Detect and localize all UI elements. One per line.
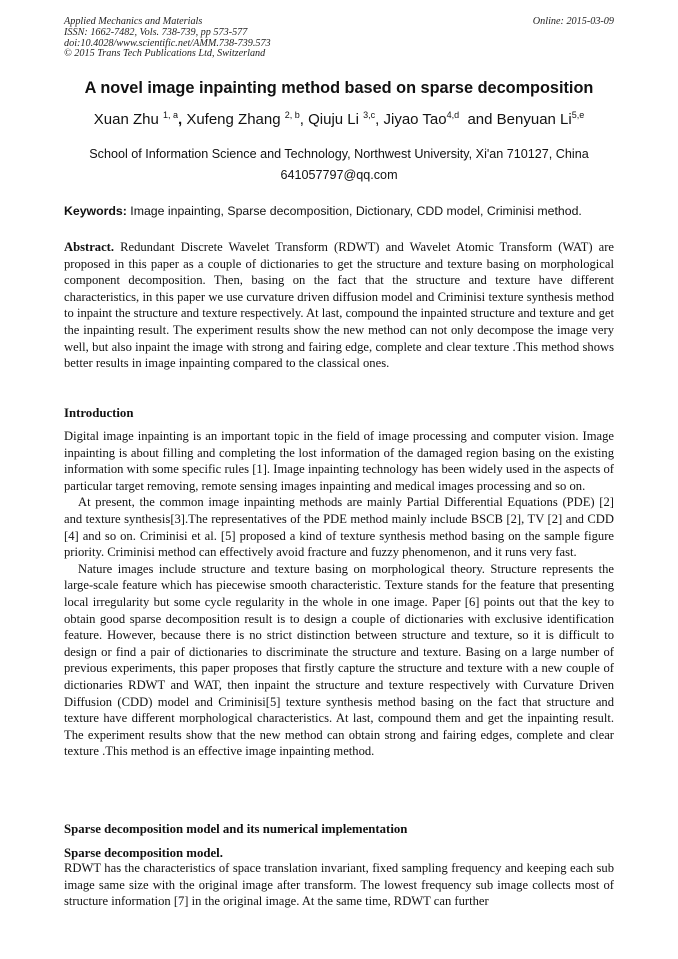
paragraph: At present, the common image inpainting methods are mainly Partial Differential Equations (PDE) [2] and texture synthesis[3].The representatives of the PDE method mainly include BSCB [2], TV [2] and CDD [4] and so on. Criminisi et al. [5] proposed a kind of texture synthesis method basing on the sample figure priority. Criminisi method can effectively avoid fracture and fuzzy phenomenon, and it runs very fast.	[64, 495, 614, 560]
keywords	[64, 204, 614, 218]
sparse-section-body	[64, 860, 614, 959]
author-name: Qiuju Li	[308, 111, 359, 128]
abstract-text: Redundant Discrete Wavelet Transform (RDWT) and Wavelet Atomic Transform (WAT) are proposed in this paper as a couple of dictionaries to get the structure and texture basing on morphological component decomposition. Then, basing on the fact that the structure and texture have different characteristics, in this paper we use curvature driven diffusion model and Criminisi texture synthesis method to inpaint the structure and texture respectively. At last, compound the inpainted structure and texture and get the inpainting result. The experiment results show the new method can not only decompose the image very well, but also inpaint the image with strong and fairing edge, complete and clear texture .This method shows better results in image inpainting compared to the classical ones.	[64, 240, 614, 371]
author-affiliation-mark: 3,c	[363, 110, 376, 120]
subsection-heading: Sparse decomposition model.	[64, 846, 223, 860]
running-header	[64, 17, 271, 60]
author-email: 641057797@qq.com	[280, 168, 398, 182]
author-list: Xuan Zhu $^{1, a}$, Xufeng Zhang $^{2, b}$, Qiuju Li $^{3,c}$, Jiyao Tao$^{4,d}$ and Benyuan Li$^{5,e}$	[93, 110, 585, 128]
author-affiliation-mark: 4,d	[446, 110, 460, 120]
author-affiliation-mark: 5,e	[571, 110, 585, 120]
online-date: Online: 2015-03-09	[532, 16, 614, 27]
abstract-label: Abstract.	[64, 240, 115, 254]
paper-title: A novel image inpainting method based on sparse decomposition	[84, 79, 594, 97]
abstract	[64, 239, 614, 372]
copyright-line: © 2015 Trans Tech Publications Ltd, Switzerland	[64, 48, 266, 60]
author-name: Xufeng Zhang	[186, 111, 281, 128]
affiliation: School of Information Science and Technology, Northwest University, Xi'an 710127, China	[89, 147, 589, 161]
section-heading-sparse-decomposition: Sparse decomposition model and its numerical implementation	[64, 822, 408, 836]
keywords-text: Image inpainting, Sparse decomposition, Dictionary, CDD model, Criminisi method.	[130, 204, 582, 218]
author-name: Jiyao Tao	[383, 111, 447, 128]
keywords-label: Keywords:	[64, 204, 127, 218]
author-affiliation-mark: 2, b	[284, 110, 300, 120]
author-name: Xuan Zhu	[93, 111, 159, 128]
journal-name: Applied Mechanics and Materials	[64, 16, 203, 27]
introduction-body	[64, 428, 614, 760]
doi-line: doi:10.4028/www.scientific.net/AMM.738-739.573	[64, 37, 271, 49]
paragraph: RDWT has the characteristics of space translation invariant, fixed sampling frequency and keeping each sub image same size with the original image after transform. The lowest frequency sub image collects most of structure information [7] in the original image. At the same time, RDWT can further	[64, 861, 614, 909]
paragraph: Nature images include structure and texture basing on morphological theory. Structure represents the large-scale feature which has piecewise smooth characteristic. Texture stands for the feature that presenting local irregularity but some cycle regularity in the whole in one image. Paper [6] points out that the key to obtain good sparse decomposition result is to design a couple of dictionaries with exclusive identification feature. However, because there is no strict distinction between structure and texture, so it is difficult to design or find a pair of dictionaries to discriminate the structure and texture. Basing on a large number of previous experiments, this paper proposes that firstly capture the structure and texture with a new couple of dictionaries RDWT and WAT, then inpaint the structure and texture respectively with Curvature Driven Diffusion (CDD) model and Criminisi[5] texture synthesis method basing on the fact that structure and texture have different morphological characteristics. At last, compound them and get the inpainting result. The experiment results show that the new method can obtain strong and fairing edges, complete and clear texture .This method is an effective image inpainting method.	[64, 561, 614, 759]
author-name: Benyuan Li	[496, 111, 572, 128]
author-affiliation-mark: 1, a	[162, 110, 178, 120]
section-heading-introduction: Introduction	[64, 406, 134, 420]
issn-line: ISSN: 1662-7482, Vols. 738-739, pp 573-577	[64, 26, 248, 38]
paragraph: Digital image inpainting is an important topic in the field of image processing and computer vision. Image inpainting is about filling and completing the lost information of the damaged region basing on the existing information with some specific rules [1]. Image inpainting technology has been widely used in the aspects of particular target removing, remote sensing images inpainting and medical images processing and so on.	[64, 429, 614, 493]
